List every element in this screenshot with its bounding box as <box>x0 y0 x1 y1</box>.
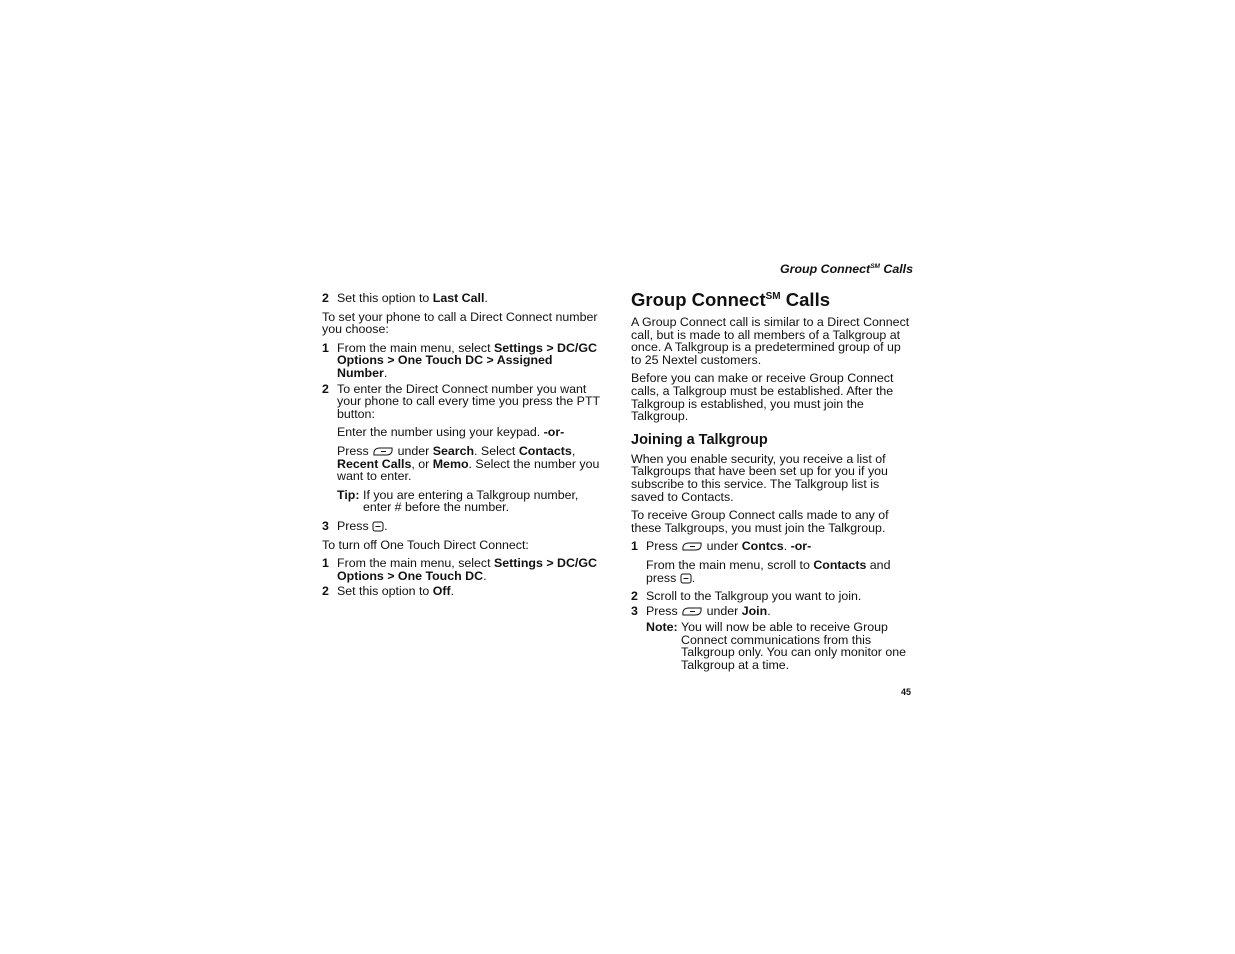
step-main-menu-assigned: 1 From the main menu, select Settings > DC/GC Options > One Touch DC > Assigned Number. <box>322 340 597 380</box>
softkey-icon <box>372 446 394 457</box>
page-number: 45 <box>900 687 911 697</box>
menu-key-icon <box>372 521 384 532</box>
step-main-menu-touch-dc: 1 From the main menu, select Settings > DC/GC Options > One Touch DC. <box>322 556 597 583</box>
paragraph-establish: Before you can make or receive Group Connect calls, a Talkgroup must be established. After the Talkgroup is established, you must join the Talkgroup. <box>631 371 894 424</box>
running-header: Group Connect℠ Calls <box>780 262 913 276</box>
intro-paragraph: To set your phone to call a Direct Connect number you choose: <box>322 309 598 337</box>
section-title: Group Connect℠ Calls <box>631 289 830 310</box>
tip-note: Tip: If you are entering a Talkgroup number, enter # before the number. <box>337 487 579 515</box>
scroll-contacts-option: From the main menu, scroll to Contacts and press . <box>646 557 891 585</box>
softkey-icon <box>681 606 703 617</box>
menu-key-icon <box>680 573 692 584</box>
subsection-title: Joining a Talkgroup <box>631 431 768 448</box>
step-scroll-talkgroup: 2 Scroll to the Talkgroup you want to join. <box>631 589 862 604</box>
step-set-off: 2 Set this option to Off. <box>322 584 455 599</box>
right-column <box>631 290 913 672</box>
press-search-option: Press under Search. Select Contacts, Recent Calls, or Memo. Select the number you want to enter. <box>337 443 600 484</box>
step-press-join: 3 Press under Join. <box>631 603 771 618</box>
step-press-menu: 3 Press . <box>322 518 388 533</box>
paragraph-security: When you enable security, you receive a list of Talkgroups that have been set up for you if you subscribe to this service. The Talkgroup list is saved to Contacts. <box>631 451 888 504</box>
step-enter-number: 2 To enter the Direct Connect number you want your phone to call every time you press the PTT button: <box>322 381 600 421</box>
paragraph-receive: To receive Group Connect calls made to any of these Talkgroups, you must join the Talkgroup. <box>631 508 889 535</box>
note-block: Note: You will now be able to receive Group Connect communications from this Talkgroup only. You can only monitor one Talkgroup at a time. <box>646 620 907 673</box>
left-column <box>322 292 604 598</box>
step-press-contcs: 1 Press under Contcs. -or- <box>631 539 812 554</box>
turn-off-intro: To turn off One Touch Direct Connect: <box>322 537 529 552</box>
enter-keypad-option: Enter the number using your keypad. -or- <box>337 425 565 440</box>
softkey-icon <box>681 541 703 552</box>
paragraph-group-connect: A Group Connect call is similar to a Direct Connect call, but is made to all members of a Talkgroup at once. A Talkgroup is a predetermined group of up to 25 Nextel customers. <box>631 315 910 367</box>
step-set-last-call: 2 Set this option to Last Call. <box>322 291 488 305</box>
